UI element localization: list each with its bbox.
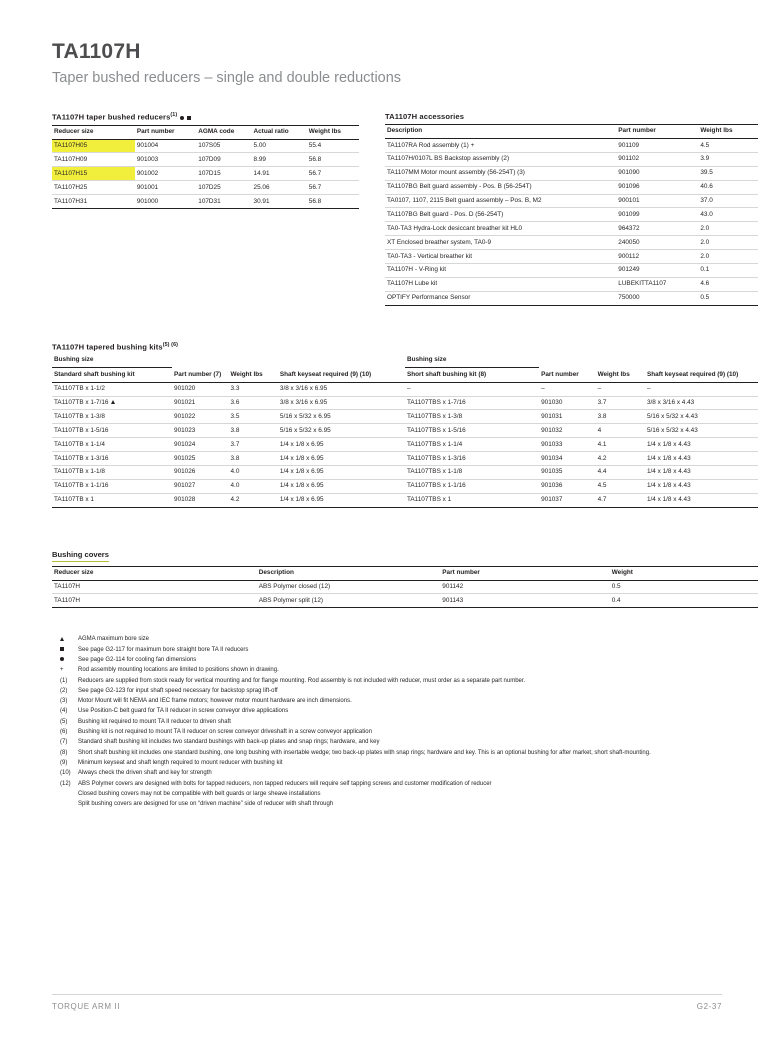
cell-left-kit: TA1107TB x 1-1/16	[52, 479, 172, 493]
footnote-text: Bushing kit required to mount TA II reducer to driven shaft	[78, 718, 231, 725]
cell-part: 750000	[616, 291, 698, 305]
col-weight-lbs: Weight lbs	[307, 125, 359, 139]
cell-right-part: 901031	[539, 410, 595, 424]
col-part-number: Part number	[440, 566, 609, 580]
cell-right-kit: TA1107TBS x 1-3/8	[405, 410, 539, 424]
table-row	[385, 139, 758, 153]
cell-right-weight: 4.7	[596, 493, 645, 507]
footnote-marker	[52, 789, 78, 799]
cell-left-keyseat: 3/8 x 3/16 x 6.95	[278, 382, 405, 396]
cell-size: TA1107H25	[52, 181, 135, 195]
footnote-text: Always check the driven shaft and key for strength	[78, 770, 212, 777]
footnote-row	[52, 645, 758, 655]
col-reducer-size: Reducer size	[52, 566, 257, 580]
cell-right-kit: –	[405, 382, 539, 396]
footnote-row	[52, 737, 758, 747]
bushing-kits-title	[52, 342, 758, 355]
footnote-text: Standard shaft bushing kit includes two standard bushings with back-up plates and snap rings; hardware, and key	[78, 739, 380, 746]
bushing-kits-table	[52, 354, 758, 507]
cell-left-kit: TA1107TB x 1-1/4	[52, 438, 172, 452]
footnote-marker: (5)	[60, 718, 68, 725]
page-content	[52, 40, 758, 810]
cell-description: XT Enclosed breather system, TA0-9	[385, 236, 616, 250]
footnote-row	[52, 779, 758, 789]
triangle-icon	[60, 637, 64, 641]
page-number: G2-37	[696, 1002, 722, 1011]
cell-left-part: 901027	[172, 479, 228, 493]
cell-weight: 3.9	[698, 152, 758, 166]
cell-part: 240050	[616, 236, 698, 250]
footnote-text: Split bushing covers are designed for use on “driven machine” side of reducer with shaft through	[78, 801, 334, 808]
cell-part: 901000	[135, 195, 196, 209]
cell-part: 964372	[616, 222, 698, 236]
cell-right-part: –	[539, 382, 595, 396]
cell-left-part: 901025	[172, 452, 228, 466]
cell-description: TA1107H/0107L BS Backstop assembly (2)	[385, 152, 616, 166]
col-reducer-size: Reducer size	[52, 125, 135, 139]
table-header-row	[52, 125, 359, 139]
cell-description: TA1107H - V-Ring kit	[385, 263, 616, 277]
bullet-dot-icon	[180, 116, 184, 120]
cell-size: TA1107H05	[52, 139, 135, 153]
bushing-covers-title: Bushing covers	[52, 550, 109, 562]
cell-part: 901142	[440, 580, 609, 594]
reducers-section	[52, 112, 359, 306]
cell-right-part: 901034	[539, 452, 595, 466]
col-short-shaft-bushing-kit: Short shaft bushing kit (8)	[405, 368, 539, 383]
bullet-square-icon	[187, 116, 191, 120]
cell-left-part: 901020	[172, 382, 228, 396]
col-right-shaft-keyseat: Shaft keyseat required (9) (10)	[645, 368, 758, 383]
cell-left-weight: 3.6	[228, 396, 277, 410]
cell-description: TA1107H Lube kit	[385, 277, 616, 291]
cell-right-weight: 4	[596, 424, 645, 438]
cell-description: TA1107BG Belt guard assembly - Pos. B (56-254T)	[385, 180, 616, 194]
col-description: Description	[385, 125, 616, 139]
bushing-kits-section	[52, 342, 758, 508]
footnote-text: See page G2-117 for maximum bore straight bore TA II reducers	[78, 646, 249, 653]
cell-weight: 56.8	[307, 195, 359, 209]
cell-part: 901090	[616, 166, 698, 180]
cell-weight: 56.7	[307, 167, 359, 181]
cell-left-weight: 4.2	[228, 493, 277, 507]
table-row	[52, 438, 758, 452]
cell-weight: 0.1	[698, 263, 758, 277]
cell-description: TA1107MM Motor mount assembly (56-254T) (3)	[385, 166, 616, 180]
footnote-marker	[52, 634, 78, 644]
table-header-row	[52, 368, 758, 383]
table-row	[385, 236, 758, 250]
group-bushing-size-left: Bushing size	[52, 354, 172, 368]
cell-right-keyseat: 5/16 x 5/32 x 4.43	[645, 410, 758, 424]
cell-right-keyseat: 5/16 x 5/32 x 4.43	[645, 424, 758, 438]
cell-right-weight: 4.1	[596, 438, 645, 452]
table-group-header-row	[52, 354, 758, 368]
table-row	[385, 222, 758, 236]
table-row	[52, 580, 758, 594]
cell-size: TA1107H31	[52, 195, 135, 209]
cell-ratio: 25.06	[252, 181, 307, 195]
cell-agma: 107S05	[196, 139, 251, 153]
cell-left-kit: TA1107TB x 1-1/2	[52, 382, 172, 396]
accessories-title: TA1107H accessories	[385, 112, 465, 121]
table-row	[52, 424, 758, 438]
table-row	[385, 166, 758, 180]
cell-part: LUBEKITTA1107	[616, 277, 698, 291]
footnote-marker	[52, 799, 78, 809]
group-bushing-size-right: Bushing size	[405, 354, 539, 368]
cell-right-kit: TA1107TBS x 1-7/16	[405, 396, 539, 410]
col-part-number: Part number	[616, 125, 698, 139]
table-row	[52, 167, 359, 181]
table-row	[385, 250, 758, 264]
footnote-text: Short shaft bushing kit includes one standard bushing, one long bushing with insertable wedge; two back-up plates with snap rings; hardware and key. This is an optional bushing for after market, short shaft-mounting.	[78, 749, 651, 756]
cell-left-kit-text: TA1107TB x 1-7/16	[54, 399, 109, 407]
table-row	[385, 208, 758, 222]
cell-right-weight: –	[596, 382, 645, 396]
footnote-text: Closed bushing covers may not be compatible with belt guards or large sheave installations	[78, 790, 321, 797]
cell-left-kit: TA1107TB x 1-1/8	[52, 465, 172, 479]
col-right-part-number: Part number	[539, 368, 595, 383]
footnote-text: Rod assembly mounting locations are limited to positions shown in drawing.	[78, 667, 279, 674]
cell-left-keyseat: 1/4 x 1/8 x 6.95	[278, 452, 405, 466]
reducers-table	[52, 125, 359, 209]
cell-left-weight: 4.0	[228, 479, 277, 493]
cell-left-weight: 4.0	[228, 465, 277, 479]
footnote-row	[52, 655, 758, 665]
cell-right-keyseat: –	[645, 382, 758, 396]
footnote-marker: (8)	[60, 749, 68, 756]
cell-weight: 39.5	[698, 166, 758, 180]
col-part-number: Part number	[135, 125, 196, 139]
group-spacer-5	[596, 354, 645, 368]
cell-right-weight: 3.7	[596, 396, 645, 410]
footnote-row	[52, 748, 758, 758]
cell-ratio: 30.91	[252, 195, 307, 209]
cell-description: TA1107RA Rod assembly (1) +	[385, 139, 616, 153]
table-row	[52, 479, 758, 493]
group-spacer-4	[539, 354, 595, 368]
footnote-row	[52, 706, 758, 716]
cell-weight: 0.5	[610, 580, 758, 594]
table-row	[52, 465, 758, 479]
cell-left-part: 901023	[172, 424, 228, 438]
cell-right-part: 901030	[539, 396, 595, 410]
cell-part: 901004	[135, 139, 196, 153]
footnote-row	[52, 696, 758, 706]
cell-left-keyseat: 3/8 x 3/16 x 6.95	[278, 396, 405, 410]
cell-description: ABS Polymer split (12)	[257, 594, 441, 608]
table-row	[52, 493, 758, 507]
col-actual-ratio: Actual ratio	[252, 125, 307, 139]
group-spacer-3	[278, 354, 405, 368]
table-row	[52, 452, 758, 466]
cell-left-weight: 3.8	[228, 452, 277, 466]
cell-part: 901109	[616, 139, 698, 153]
cell-part: 901001	[135, 181, 196, 195]
footnote-text: Bushing kit is not required to mount TA II reducer on screw conveyor driveshaft in a screw conveyor application	[78, 729, 372, 736]
cell-weight: 56.7	[307, 181, 359, 195]
cell-size: TA1107H	[52, 580, 257, 594]
cell-right-keyseat: 3/8 x 3/16 x 4.43	[645, 396, 758, 410]
cell-left-keyseat: 1/4 x 1/8 x 6.95	[278, 465, 405, 479]
col-weight-lbs: Weight lbs	[698, 125, 758, 139]
cell-left-weight: 3.7	[228, 438, 277, 452]
reducers-title-text: TA1107H taper bushed reducers	[52, 112, 171, 122]
cell-part: 901099	[616, 208, 698, 222]
table-row	[52, 410, 758, 424]
cell-left-weight: 3.3	[228, 382, 277, 396]
table-row	[385, 152, 758, 166]
cell-description: TA0107, 1107, 2115 Belt guard assembly – Pos. B, M2	[385, 194, 616, 208]
col-weight: Weight	[610, 566, 758, 580]
cell-left-keyseat: 1/4 x 1/8 x 6.95	[278, 438, 405, 452]
footnote-row	[52, 768, 758, 778]
table-row	[385, 263, 758, 277]
col-right-weight: Weight lbs	[596, 368, 645, 383]
cell-right-keyseat: 1/4 x 1/8 x 4.43	[645, 479, 758, 493]
cell-right-kit: TA1107TBS x 1	[405, 493, 539, 507]
footnote-marker: (9)	[60, 760, 68, 766]
cell-part: 901143	[440, 594, 609, 608]
footnote-text: Reducers are supplied from stock ready for vertical mounting and for flange mounting. Rod assembly is not included with reducer, must order as a separate part number.	[78, 677, 526, 684]
cell-left-weight: 3.5	[228, 410, 277, 424]
cell-right-kit: TA1107TBS x 1-5/16	[405, 424, 539, 438]
col-description: Description	[257, 566, 441, 580]
footnote-row	[52, 676, 758, 686]
cell-right-weight: 3.8	[596, 410, 645, 424]
cell-weight: 4.6	[698, 277, 758, 291]
footnote-row	[52, 686, 758, 696]
top-tables-row	[52, 112, 758, 306]
page-subtitle: Taper bushed reducers – single and double reductions	[52, 70, 402, 86]
dot-icon	[60, 657, 64, 661]
group-spacer-2	[228, 354, 277, 368]
cell-weight: 2.0	[698, 236, 758, 250]
cell-size: TA1107H09	[52, 153, 135, 167]
cell-weight: 37.0	[698, 194, 758, 208]
table-row	[52, 153, 359, 167]
bushing-covers-table	[52, 566, 758, 609]
col-left-shaft-keyseat: Shaft keyseat required (9) (10)	[278, 368, 405, 383]
group-spacer-6	[645, 354, 758, 368]
footnotes	[52, 634, 758, 809]
table-row	[52, 139, 359, 153]
cell-weight: 40.6	[698, 180, 758, 194]
cell-right-keyseat: 1/4 x 1/8 x 4.43	[645, 465, 758, 479]
cell-right-part: 901033	[539, 438, 595, 452]
bushing-kits-title-superscript: (5) (6)	[162, 341, 179, 348]
cell-left-keyseat: 5/16 x 5/32 x 6.95	[278, 424, 405, 438]
table-row	[52, 594, 758, 608]
footnote-text: Motor Mount will fit NEMA and IEC frame motors; however motor mount hardware are inch dimensions.	[78, 698, 352, 705]
col-standard-shaft-bushing-kit: Standard shaft bushing kit	[52, 368, 172, 383]
cell-weight: 2.0	[698, 222, 758, 236]
cell-part: 900112	[616, 250, 698, 264]
table-row	[52, 181, 359, 195]
cell-left-kit: TA1107TB x 1	[52, 493, 172, 507]
cell-left-kit: TA1107TB x 1-3/8	[52, 410, 172, 424]
cell-part: 901003	[135, 153, 196, 167]
bushing-covers-section	[52, 544, 758, 609]
table-row	[52, 382, 758, 396]
cell-part: 901002	[135, 167, 196, 181]
reducers-title-superscript: (1)	[170, 112, 178, 118]
cell-left-part: 901024	[172, 438, 228, 452]
col-agma-code: AGMA code	[196, 125, 251, 139]
cell-weight: 2.0	[698, 250, 758, 264]
cell-size: TA1107H15	[52, 167, 135, 181]
footnote-marker: (3)	[60, 698, 68, 705]
cell-description: OPTIFY Performance Sensor	[385, 291, 616, 305]
cell-right-weight: 4.4	[596, 465, 645, 479]
footnote-row	[52, 758, 758, 768]
cell-left-keyseat: 1/4 x 1/8 x 6.95	[278, 493, 405, 507]
cell-ratio: 5.00	[252, 139, 307, 153]
footnote-marker: +	[60, 667, 64, 674]
agma-max-bore-triangle-icon	[111, 400, 115, 404]
footnote-marker: (4)	[60, 708, 68, 715]
cell-description: TA0-TA3 - Vertical breather kit	[385, 250, 616, 264]
cell-agma: 107D25	[196, 181, 251, 195]
cell-right-part: 901037	[539, 493, 595, 507]
cell-part: 901102	[616, 152, 698, 166]
footnote-row	[52, 727, 758, 737]
cell-description: ABS Polymer closed (12)	[257, 580, 441, 594]
cell-left-kit: TA1107TB x 1-3/16	[52, 452, 172, 466]
footnote-row	[52, 789, 758, 799]
footnote-marker: (7)	[60, 739, 68, 746]
accessories-section	[385, 112, 758, 306]
cell-left-keyseat: 5/16 x 5/32 x 6.95	[278, 410, 405, 424]
cell-right-keyseat: 1/4 x 1/8 x 4.43	[645, 493, 758, 507]
cell-agma: 107D09	[196, 153, 251, 167]
footnote-marker: (6)	[60, 729, 68, 736]
footnote-marker: (2)	[60, 687, 68, 694]
footnote-text: AGMA maximum bore size	[78, 636, 150, 643]
cell-right-part: 901036	[539, 479, 595, 493]
reducers-title	[52, 112, 359, 125]
cell-description: TA1107BG Belt guard - Pos. D (56-254T)	[385, 208, 616, 222]
table-header-row	[52, 566, 758, 580]
cell-size: TA1107H	[52, 594, 257, 608]
footnote-marker: (12)	[60, 780, 71, 787]
footnote-row	[52, 665, 758, 675]
cell-ratio: 8.99	[252, 153, 307, 167]
cell-right-keyseat: 1/4 x 1/8 x 4.43	[645, 452, 758, 466]
group-spacer-1	[172, 354, 228, 368]
footnote-marker	[52, 655, 78, 665]
cell-part: 900101	[616, 194, 698, 208]
cell-right-part: 901035	[539, 465, 595, 479]
bushing-kits-title-text: TA1107H tapered bushing kits	[52, 342, 163, 352]
cell-left-kit: TA1107TB x 1-5/16	[52, 424, 172, 438]
page-title: TA1107H	[52, 40, 141, 63]
footnote-marker	[52, 645, 78, 655]
col-left-part-number: Part number (7)	[172, 368, 228, 383]
cell-left-part: 901026	[172, 465, 228, 479]
table-row	[385, 291, 758, 305]
cell-left-part: 901021	[172, 396, 228, 410]
footnote-text: ABS Polymer covers are designed with bolts for tapped reducers, non tapped reducers will require self tapping screws and customer modification of reducer	[78, 780, 492, 787]
cell-right-keyseat: 1/4 x 1/8 x 4.43	[645, 438, 758, 452]
cell-right-kit: TA1107TBS x 1-3/16	[405, 452, 539, 466]
cell-weight: 0.5	[698, 291, 758, 305]
accessories-table	[385, 124, 758, 306]
cell-ratio: 14.91	[252, 167, 307, 181]
footnote-row	[52, 634, 758, 644]
cell-agma: 107D15	[196, 167, 251, 181]
cell-part: 901096	[616, 180, 698, 194]
cell-weight: 43.0	[698, 208, 758, 222]
cell-weight: 55.4	[307, 139, 359, 153]
cell-right-part: 901032	[539, 424, 595, 438]
footnote-text: See page G2-123 for input shaft speed necessary for backstop sprag lift-off	[78, 687, 278, 694]
page-footer	[52, 994, 722, 1011]
cell-right-weight: 4.2	[596, 452, 645, 466]
footnote-row	[52, 799, 758, 809]
cell-agma: 107D31	[196, 195, 251, 209]
table-row	[52, 195, 359, 209]
table-row	[385, 180, 758, 194]
cell-left-part: 901028	[172, 493, 228, 507]
cell-left-part: 901022	[172, 410, 228, 424]
cell-weight: 0.4	[610, 594, 758, 608]
cell-right-kit: TA1107TBS x 1-1/8	[405, 465, 539, 479]
footnote-text: See page G2-114 for cooling fan dimensions	[78, 656, 197, 663]
cell-description: TA0-TA3 Hydra-Lock desiccant breather kit HL0	[385, 222, 616, 236]
table-header-row	[385, 125, 758, 139]
footnote-text: Use Position-C belt guard for TA II reducer in screw conveyor drive applications	[78, 708, 289, 715]
col-left-weight: Weight lbs	[228, 368, 277, 383]
footnote-text: Minimum keyseat and shaft length required to mount reducer with bushing kit	[78, 760, 283, 766]
footnote-marker: (10)	[60, 770, 71, 777]
cell-right-weight: 4.5	[596, 479, 645, 493]
cell-weight: 4.5	[698, 139, 758, 153]
cell-left-kit	[52, 396, 172, 410]
cell-right-kit: TA1107TBS x 1-1/4	[405, 438, 539, 452]
table-row	[385, 277, 758, 291]
cell-right-kit: TA1107TBS x 1-1/16	[405, 479, 539, 493]
cell-left-keyseat: 1/4 x 1/8 x 6.95	[278, 479, 405, 493]
cell-part: 901249	[616, 263, 698, 277]
footnote-row	[52, 717, 758, 727]
footer-product-name: TORQUE ARM II	[52, 1002, 121, 1011]
square-icon	[60, 647, 64, 651]
footnote-marker: (1)	[60, 677, 68, 684]
cell-weight: 56.8	[307, 153, 359, 167]
cell-left-weight: 3.8	[228, 424, 277, 438]
table-row	[52, 396, 758, 410]
table-row	[385, 194, 758, 208]
